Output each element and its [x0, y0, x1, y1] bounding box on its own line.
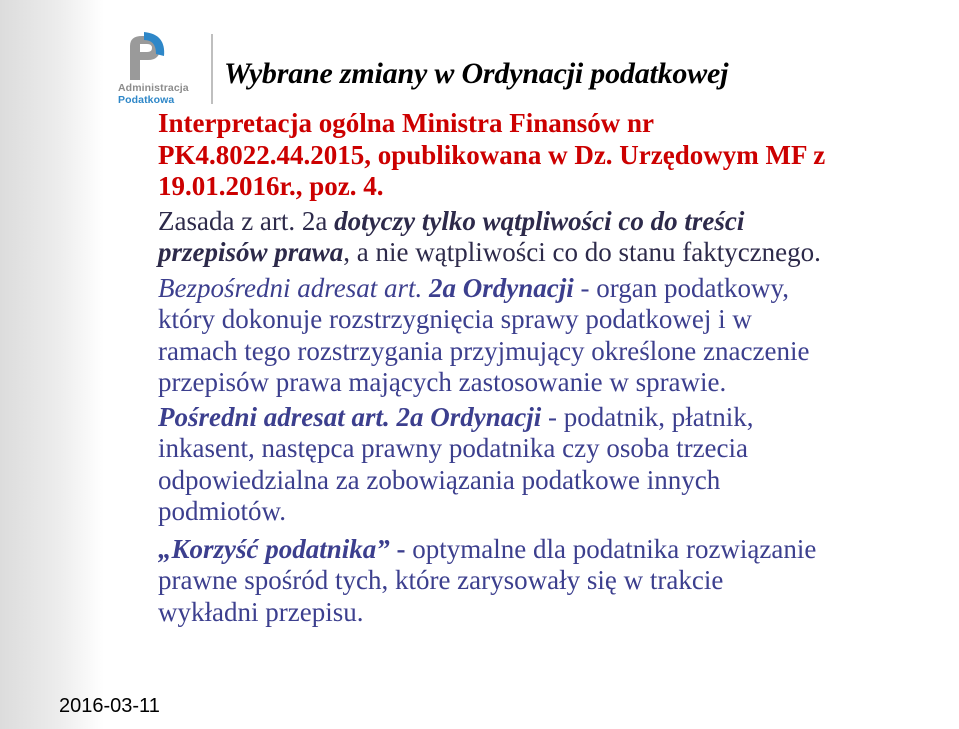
benefit-line-1-rest: optymalne dla podatnika rozwiązanie [405, 533, 817, 564]
benefit-line-1 [158, 534, 953, 566]
slide-content [158, 108, 953, 628]
benefit-line-2: prawne spośród tych, które zarysowały się w trakcie [158, 565, 724, 595]
direct-line-4: przepisów prawa mających zastosowanie w sprawie. [158, 367, 727, 397]
zasada-line-2 [158, 237, 953, 269]
zasada-line-1 [158, 206, 953, 238]
indirect-line-4: podmiotów. [158, 496, 286, 526]
side-gradient-bar [0, 0, 104, 729]
benefit-line-3: wykładni przepisu. [158, 596, 364, 627]
indirect-line-1-rest: - podatnik, płatnik, [541, 401, 754, 432]
indirect-addressee-paragraph [158, 402, 953, 528]
direct-line-3: ramach tego rozstrzygania przyjmujący określone znaczenie [158, 335, 810, 366]
direct-label-b: 2a Ordynacji [422, 272, 574, 303]
slide-title: Wybrane zmiany w Ordynacji podatkowej [224, 57, 729, 90]
benefit-quote-open: „ [158, 533, 172, 564]
direct-line-1 [158, 273, 953, 305]
logo-text-podatkowa: Podatkowa [118, 94, 175, 106]
logo-text-administracja: Administracja [118, 82, 189, 94]
interpretation-line-3: 19.01.2016r., poz. 4. [158, 171, 384, 201]
zasada-lead: Zasada z art. 2a [158, 205, 335, 236]
benefit-label: Korzyść podatnika [171, 533, 377, 564]
slide-date: 2016-03-11 [59, 695, 160, 717]
benefit-dash: - [389, 533, 406, 564]
indirect-line-1 [158, 402, 953, 434]
zasada-emphasis-1: dotyczy tylko wątpliwości co do treści [334, 205, 745, 236]
indirect-line-3: odpowiedzialna za zobowiązania podatkowe innych [158, 464, 721, 495]
direct-line-2: który dokonuje rozstrzygnięcia sprawy podatkowej i w [158, 304, 752, 334]
indirect-label: Pośredni adresat art. 2a Ordynacji [158, 401, 542, 432]
benefit-quote-close: ” [376, 533, 390, 564]
zasada-paragraph [158, 206, 953, 269]
interpretation-paragraph [158, 108, 953, 203]
header-divider [211, 34, 213, 104]
direct-addressee-paragraph [158, 273, 953, 399]
direct-label-a: Bezpośredni adresat art. [158, 272, 423, 303]
indirect-line-2: inkasent, następca prawny podatnika czy osoba trzecia [158, 433, 749, 463]
logo-mark-icon [122, 32, 166, 82]
benefit-paragraph [158, 534, 953, 629]
direct-line-1-rest: - organ podatkowy, [573, 272, 789, 303]
interpretation-line-2: PK4.8022.44.2015, opublikowana w Dz. Urzędowym MF z [158, 139, 826, 170]
interpretation-line-1: Interpretacja ogólna Ministra Finansów nr [158, 108, 654, 138]
zasada-tail: , a nie wątpliwości co do stanu faktycznego. [343, 237, 821, 267]
zasada-emphasis-2: przepisów prawa [158, 237, 344, 267]
administracja-podatkowa-logo [118, 30, 208, 110]
